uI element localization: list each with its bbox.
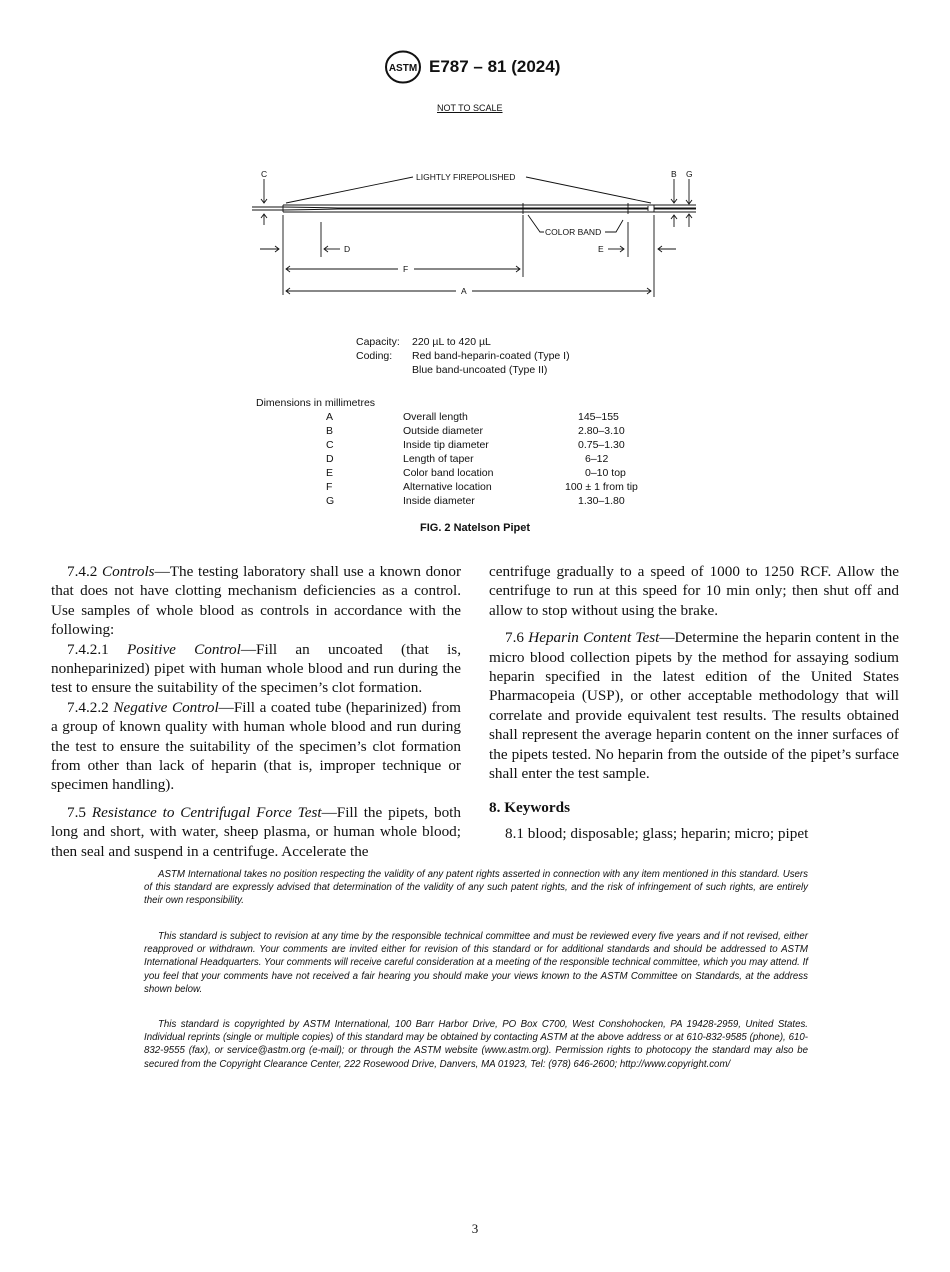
paragraph-7-5 bbox=[51, 803, 461, 861]
copyright-notice bbox=[144, 1018, 808, 1071]
section-title: Heparin Content Test bbox=[528, 629, 660, 647]
dim-desc: Outside diameter bbox=[403, 425, 483, 437]
capacity-value: 220 µL to 420 µL bbox=[412, 336, 491, 348]
coding-type-1: Red band-heparin-coated (Type I) bbox=[412, 350, 570, 362]
keywords-text: 8.1 blood; disposable; glass; heparin; micro; pipet bbox=[505, 824, 809, 842]
dim-key: C bbox=[326, 439, 334, 451]
label-c: C bbox=[261, 169, 268, 179]
paragraph-7-6 bbox=[489, 628, 899, 783]
dim-value: 2.80–3.10 bbox=[578, 425, 625, 437]
dim-desc: Inside tip diameter bbox=[403, 439, 489, 451]
label-a: A bbox=[461, 286, 467, 296]
figure-caption: FIG. 2 Natelson Pipet bbox=[419, 522, 531, 534]
section-title: Resistance to Centrifugal Force Test bbox=[91, 803, 322, 821]
dim-value: 6–12 bbox=[585, 453, 609, 465]
dim-key: G bbox=[326, 495, 335, 507]
dim-value: 100 ± 1 from tip bbox=[565, 481, 638, 493]
revision-notice bbox=[144, 930, 808, 996]
dim-desc: Inside diameter bbox=[403, 495, 475, 507]
dimensions-table bbox=[256, 411, 696, 511]
revision-notice-text: This standard is subject to revision at any time by the responsible technical committee and must be reviewed every five years and if not revised, either reapproved or withdrawn. Your comments are invited either for revision of this standard or for additional standards and should be addressed to ASTM International Headquarters. Your comments will receive careful consideration at a meeting of the responsible technical committee, which you may attend. If you feel that your comments have not received a fair hearing you should make your views known to the ASTM Committee on Standards, at the address shown below. bbox=[144, 931, 808, 995]
left-column bbox=[51, 562, 461, 861]
dim-key: D bbox=[326, 453, 334, 465]
dim-desc: Overall length bbox=[403, 411, 468, 423]
dim-value: 0.75–1.30 bbox=[578, 439, 625, 451]
label-lightly-firepolished: LIGHTLY FIREPOLISHED bbox=[416, 172, 516, 182]
dim-value: 0–10 top bbox=[585, 467, 626, 479]
paragraph-7-5-continued: centrifuge gradually to a speed of 1000 to 1250 RCF. Allow the centrifuge to run at this speed for 10 min only; then shut off and allow to stop without using the brake. bbox=[489, 563, 899, 619]
paragraph-text: —Fill an uncoated (that is, nonheparinized) pipet with human whole blood and run during the test to ensure the suitability of the specimen’s clot formation. bbox=[51, 640, 461, 697]
dim-value: 145–155 bbox=[578, 411, 619, 423]
dim-desc: Alternative location bbox=[403, 481, 492, 493]
page-header bbox=[384, 50, 624, 86]
label-e: E bbox=[598, 244, 604, 254]
capacity-label: Capacity: bbox=[356, 336, 400, 348]
section-title: Controls bbox=[101, 563, 155, 580]
dim-desc: Color band location bbox=[403, 467, 494, 479]
section-title: Positive Control bbox=[127, 640, 241, 658]
label-g: G bbox=[686, 169, 693, 179]
dim-value: 1.30–1.80 bbox=[578, 495, 625, 507]
dim-key: F bbox=[326, 481, 333, 493]
right-column bbox=[489, 562, 899, 843]
document-designation: E787 – 81 (2024) bbox=[429, 57, 561, 76]
section-number: 7.6 bbox=[505, 629, 524, 647]
coding-label: Coding: bbox=[356, 350, 393, 362]
paragraph-text: —Fill a coated tube (heparinized) from a group of known quality with human whole blood and run during the test to ensure the suitability of the specimen’s clot formation from other than lack of heparin (that is, improper technique or specimen handling). bbox=[51, 698, 461, 794]
page-number: 3 bbox=[471, 1221, 479, 1236]
copyright-notice-text: This standard is copyrighted by ASTM International, 100 Barr Harbor Drive, PO Box C700, West Conshohocken, PA 19428-2959, United States. Individual reprints (single or multiple copies) of this standard may be obtained by contacting ASTM at the above address or at 610-832-9585 (phone), 610-832-9555 (fax), or service@astm.org (e-mail); or through the ASTM website (www.astm.org). Permission rights to photocopy the standard may also be secured from the Copyright Clearance Center, 222 Rosewood Drive, Danvers, MA 01923, Tel: (978) 646-2600; http://www.copyright.com/ bbox=[144, 1019, 808, 1070]
section-number: 7.4.2 bbox=[67, 563, 98, 580]
paragraph-7-4-2-2 bbox=[51, 698, 461, 795]
coding-type-2: Blue band-uncoated (Type II) bbox=[412, 364, 548, 376]
patent-notice bbox=[144, 868, 808, 908]
keywords-heading: 8. Keywords bbox=[489, 799, 570, 817]
section-number: 7.4.2.2 bbox=[67, 698, 109, 716]
paragraph-7-4-2-1 bbox=[51, 640, 461, 698]
paragraph-text: —Determine the heparin content in the micro blood collection pipets by the method for assaying sodium heparin specified in the latest edition of the United States Pharmacopeia (USP), or other acceptable methodology that will correlate and provide equivalent test results. The results obtained shall represent the average heparin content on the inner surfaces of the pipets tested. No heparin from the outside of the pipet’s surface shall enter the test sample. bbox=[489, 629, 900, 783]
label-f: F bbox=[403, 264, 409, 274]
astm-logo-text: ASTM bbox=[388, 63, 418, 74]
dim-key: B bbox=[326, 425, 334, 437]
astm-logo bbox=[384, 50, 422, 84]
section-title: Negative Control bbox=[113, 698, 219, 716]
label-d: D bbox=[344, 244, 351, 254]
label-color-band: COLOR BAND bbox=[545, 227, 602, 237]
paragraph-text: —The testing laboratory shall use a known donor that does not have clotting mechanism deficiencies as a control. Use samples of whole blood as controls in accordance with the following: bbox=[51, 563, 461, 639]
natelson-pipet-diagram bbox=[248, 165, 698, 305]
paragraph-text: —Fill the pipets, both long and short, with water, sheep plasma, or human whole blood; then seal and suspend in a centrifuge. Accelerate the bbox=[51, 803, 461, 860]
dimensions-heading: Dimensions in millimetres bbox=[256, 397, 376, 409]
patent-notice-text: ASTM International takes no position respecting the validity of any patent rights asserted in connection with any item mentioned in this standard. Users of this standard are expressly advised that determination of the validity of any such patent rights, and the risk of infringement of such rights, are entirely their own responsibility. bbox=[144, 869, 808, 907]
paragraph-7-4-2 bbox=[51, 562, 461, 640]
section-number: 7.4.2.1 bbox=[67, 640, 109, 658]
dim-key: E bbox=[326, 467, 334, 479]
dim-desc: Length of taper bbox=[403, 453, 474, 465]
section-number: 7.5 bbox=[67, 803, 86, 821]
dim-key: A bbox=[326, 411, 334, 423]
label-b: B bbox=[671, 169, 677, 179]
not-to-scale-note: NOT TO SCALE bbox=[437, 103, 503, 113]
